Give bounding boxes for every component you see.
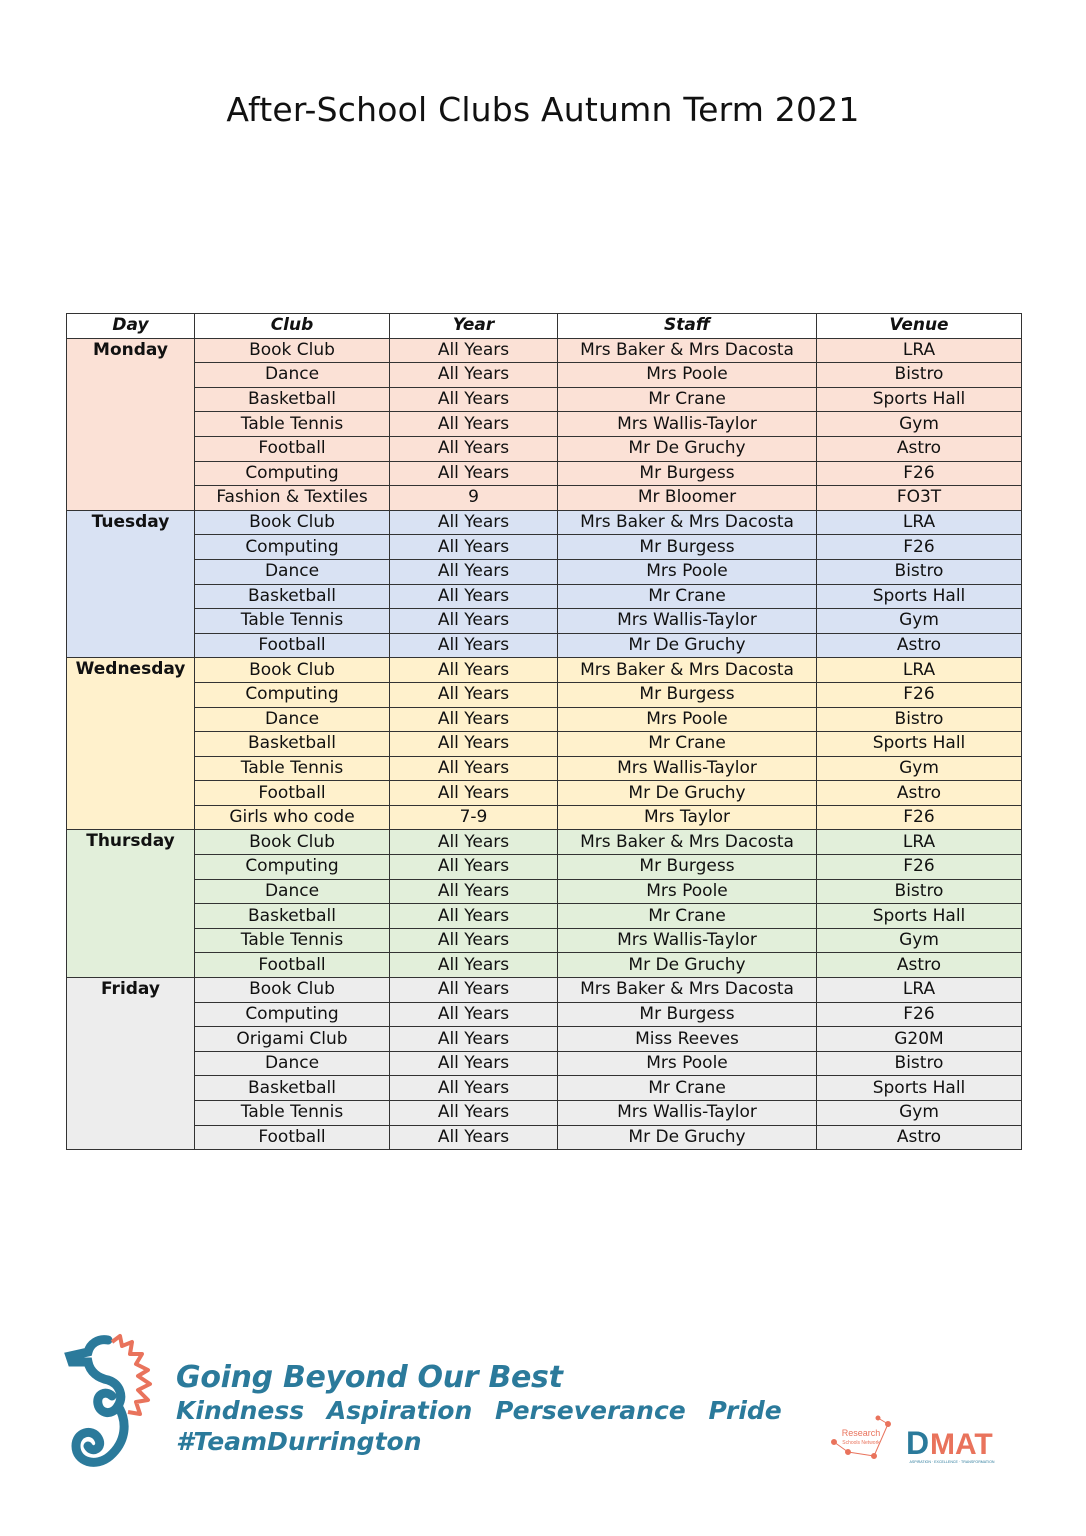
year-cell: All Years [390,338,558,363]
year-cell: All Years [390,1002,558,1027]
year-cell: All Years [390,461,558,486]
staff-cell: Mrs Wallis-Taylor [558,1101,817,1126]
staff-cell: Mr De Gruchy [558,953,817,978]
year-cell: All Years [390,387,558,412]
venue-cell: F26 [817,805,1022,830]
venue-cell: Bistro [817,707,1022,732]
year-cell: All Years [390,1125,558,1150]
table-row [67,584,1022,609]
year-cell: All Years [390,584,558,609]
table-row [67,855,1022,880]
year-cell: All Years [390,633,558,658]
club-cell: Dance [195,1051,390,1076]
club-cell: Computing [195,1002,390,1027]
year-cell: All Years [390,978,558,1003]
staff-cell: Mrs Baker & Mrs Dacosta [558,978,817,1003]
clubs-table-body [67,338,1022,1150]
club-cell: Table Tennis [195,756,390,781]
club-cell: Football [195,781,390,806]
club-cell: Basketball [195,387,390,412]
table-row [67,461,1022,486]
year-cell: All Years [390,1051,558,1076]
staff-cell: Mr Burgess [558,682,817,707]
venue-cell: FO3T [817,486,1022,511]
day-cell-thursday: Thursday [67,830,195,978]
club-cell: Origami Club [195,1027,390,1052]
svg-text:MAT: MAT [930,1428,993,1461]
year-cell: 9 [390,486,558,511]
table-row [67,805,1022,830]
club-cell: Book Club [195,978,390,1003]
table-row [67,879,1022,904]
year-cell: All Years [390,535,558,560]
year-cell: All Years [390,756,558,781]
table-row [67,1027,1022,1052]
staff-cell: Mrs Poole [558,879,817,904]
year-cell: All Years [390,904,558,929]
year-cell: All Years [390,658,558,683]
venue-cell: F26 [817,461,1022,486]
table-header-row [67,314,1022,339]
club-cell: Computing [195,461,390,486]
table-row [67,953,1022,978]
club-cell: Computing [195,855,390,880]
staff-cell: Mrs Poole [558,707,817,732]
header-staff: Staff [558,314,817,339]
club-cell: Basketball [195,584,390,609]
staff-cell: Mrs Baker & Mrs Dacosta [558,658,817,683]
year-cell: All Years [390,830,558,855]
staff-cell: Mr Burgess [558,1002,817,1027]
staff-cell: Mrs Taylor [558,805,817,830]
table-row [67,1101,1022,1126]
svg-text:Schools Network: Schools Network [842,1440,880,1446]
header-day: Day [67,314,195,339]
table-row [67,707,1022,732]
staff-cell: Mr Burgess [558,855,817,880]
club-cell: Book Club [195,830,390,855]
svg-text:D: D [906,1425,930,1461]
table-row [67,559,1022,584]
year-cell: All Years [390,879,558,904]
day-cell-monday: Monday [67,338,195,510]
year-cell: All Years [390,363,558,388]
header-club: Club [195,314,390,339]
staff-cell: Mr De Gruchy [558,633,817,658]
club-cell: Book Club [195,658,390,683]
venue-cell: Astro [817,953,1022,978]
venue-cell: Gym [817,609,1022,634]
header-venue: Venue [817,314,1022,339]
venue-cell: F26 [817,855,1022,880]
table-row [67,756,1022,781]
table-row [67,633,1022,658]
table-row [67,436,1022,461]
venue-cell: Gym [817,756,1022,781]
table-row [67,732,1022,757]
year-cell: All Years [390,609,558,634]
table-row [67,338,1022,363]
club-cell: Dance [195,363,390,388]
club-cell: Dance [195,559,390,584]
table-row [67,682,1022,707]
venue-cell: Sports Hall [817,584,1022,609]
staff-cell: Mrs Wallis-Taylor [558,928,817,953]
venue-cell: Bistro [817,1051,1022,1076]
svg-text:Research: Research [841,1428,881,1438]
staff-cell: Mr Crane [558,387,817,412]
table-row [67,510,1022,535]
table-row [67,412,1022,437]
table-row [67,1002,1022,1027]
staff-cell: Mr De Gruchy [558,436,817,461]
venue-cell: Gym [817,928,1022,953]
club-cell: Table Tennis [195,412,390,437]
club-cell: Computing [195,682,390,707]
club-cell: Girls who code [195,805,390,830]
venue-cell: Astro [817,781,1022,806]
day-cell-wednesday: Wednesday [67,658,195,830]
venue-cell: F26 [817,682,1022,707]
venue-cell: Sports Hall [817,732,1022,757]
day-cell-friday: Friday [67,978,195,1150]
club-cell: Dance [195,879,390,904]
club-cell: Book Club [195,510,390,535]
header-year: Year [390,314,558,339]
table-row [67,830,1022,855]
year-cell: All Years [390,781,558,806]
year-cell: All Years [390,1076,558,1101]
seahorse-logo [62,1332,162,1474]
table-row [67,904,1022,929]
staff-cell: Mr De Gruchy [558,781,817,806]
venue-cell: Sports Hall [817,904,1022,929]
staff-cell: Mrs Baker & Mrs Dacosta [558,338,817,363]
year-cell: All Years [390,510,558,535]
staff-cell: Mr Burgess [558,461,817,486]
staff-cell: Mrs Baker & Mrs Dacosta [558,830,817,855]
year-cell: All Years [390,559,558,584]
club-cell: Dance [195,707,390,732]
staff-cell: Mrs Wallis-Taylor [558,609,817,634]
club-cell: Football [195,1125,390,1150]
staff-cell: Mrs Wallis-Taylor [558,412,817,437]
club-cell: Football [195,633,390,658]
staff-cell: Mr De Gruchy [558,1125,817,1150]
year-cell: All Years [390,707,558,732]
table-row [67,363,1022,388]
venue-cell: Bistro [817,559,1022,584]
table-row [67,1125,1022,1150]
club-cell: Book Club [195,338,390,363]
year-cell: All Years [390,732,558,757]
day-cell-tuesday: Tuesday [67,510,195,658]
club-cell: Football [195,953,390,978]
motto-values: Kindness Aspiration Perseverance Pride [176,1396,782,1425]
staff-cell: Miss Reeves [558,1027,817,1052]
venue-cell: F26 [817,1002,1022,1027]
table-row [67,387,1022,412]
staff-cell: Mr Burgess [558,535,817,560]
staff-cell: Mrs Wallis-Taylor [558,756,817,781]
venue-cell: Gym [817,412,1022,437]
club-cell: Computing [195,535,390,560]
year-cell: All Years [390,928,558,953]
year-cell: All Years [390,855,558,880]
table-row [67,928,1022,953]
club-cell: Table Tennis [195,928,390,953]
club-cell: Basketball [195,904,390,929]
venue-cell: Gym [817,1101,1022,1126]
motto-hashtag: #TeamDurrington [176,1427,422,1456]
motto-going-beyond: Going Beyond Our Best [176,1360,563,1395]
venue-cell: LRA [817,830,1022,855]
venue-cell: LRA [817,510,1022,535]
page-title: After-School Clubs Autumn Term 2021 [226,90,860,130]
venue-cell: LRA [817,658,1022,683]
year-cell: All Years [390,1027,558,1052]
dmat-logo [904,1424,1000,1466]
staff-cell: Mr Crane [558,732,817,757]
club-cell: Basketball [195,732,390,757]
staff-cell: Mrs Poole [558,363,817,388]
staff-cell: Mr Crane [558,904,817,929]
venue-cell: Bistro [817,879,1022,904]
venue-cell: LRA [817,978,1022,1003]
svg-text:ASPIRATION · EXCELLENCE · TRAN: ASPIRATION · EXCELLENCE · TRANSFORMATION [909,1460,995,1464]
venue-cell: Astro [817,1125,1022,1150]
table-row [67,535,1022,560]
staff-cell: Mrs Poole [558,1051,817,1076]
year-cell: All Years [390,953,558,978]
venue-cell: Astro [817,633,1022,658]
year-cell: All Years [390,682,558,707]
clubs-table [66,313,1022,1150]
venue-cell: F26 [817,535,1022,560]
year-cell: All Years [390,436,558,461]
table-row [67,978,1022,1003]
venue-cell: Bistro [817,363,1022,388]
staff-cell: Mr Bloomer [558,486,817,511]
table-row [67,1051,1022,1076]
staff-cell: Mr Crane [558,1076,817,1101]
table-row [67,1076,1022,1101]
club-cell: Football [195,436,390,461]
table-row [67,781,1022,806]
venue-cell: Sports Hall [817,1076,1022,1101]
table-row [67,609,1022,634]
staff-cell: Mrs Baker & Mrs Dacosta [558,510,817,535]
venue-cell: LRA [817,338,1022,363]
club-cell: Table Tennis [195,609,390,634]
venue-cell: Sports Hall [817,387,1022,412]
club-cell: Basketball [195,1076,390,1101]
club-cell: Table Tennis [195,1101,390,1126]
club-cell: Fashion & Textiles [195,486,390,511]
research-schools-network-logo [828,1412,894,1464]
year-cell: 7-9 [390,805,558,830]
venue-cell: G20M [817,1027,1022,1052]
year-cell: All Years [390,1101,558,1126]
venue-cell: Astro [817,436,1022,461]
staff-cell: Mr Crane [558,584,817,609]
table-row [67,486,1022,511]
staff-cell: Mrs Poole [558,559,817,584]
year-cell: All Years [390,412,558,437]
table-row [67,658,1022,683]
